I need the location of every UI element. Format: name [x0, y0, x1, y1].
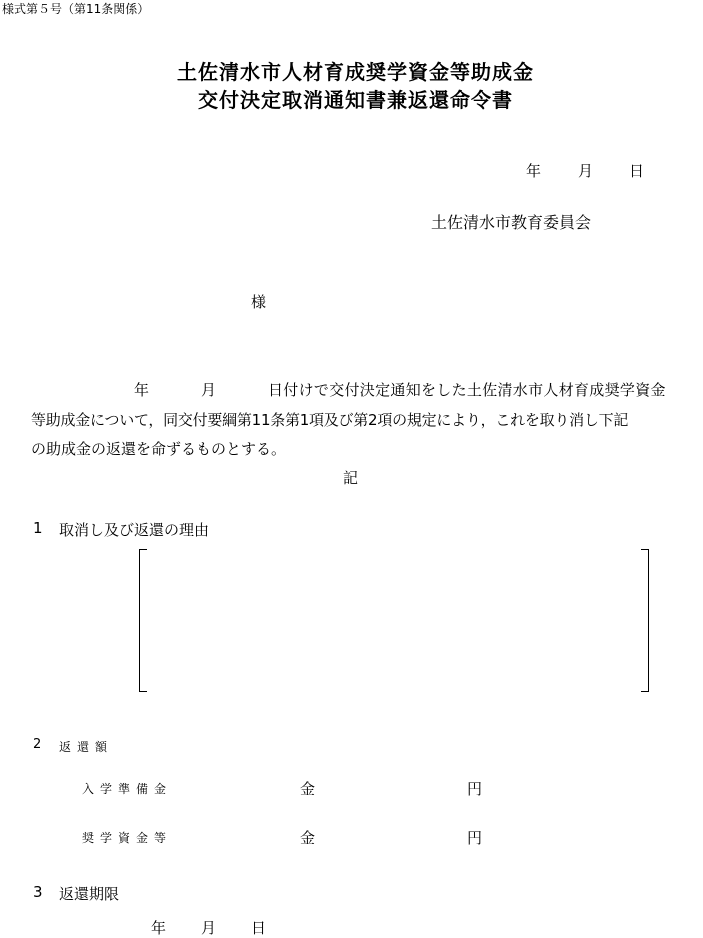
issue-date-day: 日 [629, 162, 645, 180]
body-line1-rest: 日付けで交付決定通知をした土佐清水市人材育成奨学資金 [268, 381, 666, 399]
issue-date-month: 月 [578, 162, 594, 180]
document-title-line2: 交付決定取消通知書兼返還命令書 [198, 88, 513, 112]
body-line2: 等助成金について，同交付要綱第11条第1項及び第2項の規定により，これを取り消し下記 [31, 411, 629, 429]
ki-heading: 記 [343, 469, 359, 487]
reason-box-right-bracket [641, 549, 649, 692]
issuer-name: 土佐清水市教育委員会 [431, 213, 592, 232]
section3-number: 3 [33, 883, 43, 901]
refund-item-label: 奨学資金等 [82, 831, 173, 845]
section1-label: 取消し及び返還の理由 [59, 521, 210, 539]
section1-number: 1 [33, 519, 43, 537]
deadline-day: 日 [251, 919, 267, 937]
section2-label: 返還額 [59, 740, 114, 754]
refund-yen-label: 円 [467, 780, 483, 798]
section2-number: 2 [33, 737, 42, 752]
refund-kin-label: 金 [300, 780, 316, 798]
refund-kin-label: 金 [300, 829, 316, 847]
document-title-line1: 土佐清水市人材育成奨学資金等助成金 [177, 60, 534, 84]
recipient-suffix: 様 [251, 293, 267, 311]
reason-box-left-bracket [139, 549, 147, 692]
issue-date-year: 年 [526, 162, 542, 180]
refund-yen-label: 円 [467, 829, 483, 847]
deadline-month: 月 [201, 919, 217, 937]
refund-item-label: 入学準備金 [82, 782, 173, 796]
deadline-year: 年 [151, 919, 167, 937]
section3-label: 返還期限 [59, 885, 120, 903]
body-year: 年 [134, 381, 150, 399]
body-month: 月 [201, 381, 217, 399]
body-line3: の助成金の返還を命ずるものとする。 [31, 440, 287, 458]
form-number: 様式第５号（第11条関係） [2, 2, 150, 16]
